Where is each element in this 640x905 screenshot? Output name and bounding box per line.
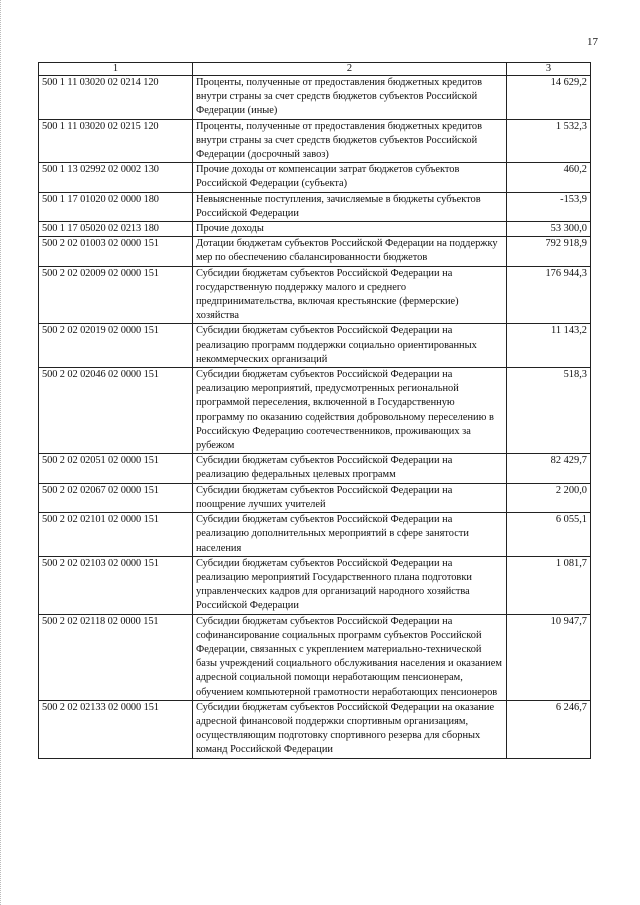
table-row: [39, 454, 591, 483]
amount-cell: 176 944,3: [507, 266, 591, 324]
amount-cell: 11 143,2: [507, 324, 591, 368]
table-row: [39, 513, 591, 557]
table-row: [39, 483, 591, 512]
amount-cell: 518,3: [507, 368, 591, 454]
description-cell: Субсидии бюджетам субъектов Российской Федерации на оказание адресной финансовой поддержки спортивным организациям, осуществляющим подготовку спортивного резерва для сборных команд Российской Федерации: [193, 700, 507, 758]
table-row: [39, 556, 591, 614]
budget-code-cell: 500 2 02 02133 02 0000 151: [39, 700, 193, 758]
description-cell: Субсидии бюджетам субъектов Российской Федерации на реализацию мероприятий Государственного плана подготовки управленческих кадров для организаций народного хозяйства Российской Федерации: [193, 556, 507, 614]
amount-cell: 82 429,7: [507, 454, 591, 483]
budget-code-cell: 500 2 02 02103 02 0000 151: [39, 556, 193, 614]
header-col-3: 3: [507, 63, 591, 76]
amount-cell: 792 918,9: [507, 237, 591, 266]
table-row: [39, 163, 591, 192]
table-row: [39, 119, 591, 163]
table-row: [39, 237, 591, 266]
budget-code-cell: 500 1 13 02992 02 0002 130: [39, 163, 193, 192]
description-cell: Прочие доходы от компенсации затрат бюджетов субъектов Российской Федерации (субъекта): [193, 163, 507, 192]
budget-code-cell: 500 2 02 02009 02 0000 151: [39, 266, 193, 324]
budget-code-cell: 500 1 11 03020 02 0215 120: [39, 119, 193, 163]
table-row: [39, 368, 591, 454]
budget-code-cell: 500 2 02 02046 02 0000 151: [39, 368, 193, 454]
budget-code-cell: 500 1 17 01020 02 0000 180: [39, 192, 193, 221]
description-cell: Субсидии бюджетам субъектов Российской Федерации на реализацию программ поддержки социально ориентированных некоммерческих организаций: [193, 324, 507, 368]
budget-code-cell: 500 2 02 01003 02 0000 151: [39, 237, 193, 266]
table-row: [39, 324, 591, 368]
budget-code-cell: 500 2 02 02019 02 0000 151: [39, 324, 193, 368]
description-cell: Субсидии бюджетам субъектов Российской Федерации на поощрение лучших учителей: [193, 483, 507, 512]
budget-code-cell: 500 2 02 02118 02 0000 151: [39, 614, 193, 700]
scan-edge-marks: [0, 0, 4, 905]
amount-cell: -153,9: [507, 192, 591, 221]
budget-code-cell: 500 1 11 03020 02 0214 120: [39, 76, 193, 120]
description-cell: Прочие доходы: [193, 222, 507, 237]
description-cell: Субсидии бюджетам субъектов Российской Федерации на софинансирование социальных программ субъектов Российской Федерации, связанных с укреплением материально-технической базы учреждений социального обслуживания населения и оказанием адресной социальной помощи неработающим пенсионерам, обучением компьютерной грамотности неработающих пенсионеров: [193, 614, 507, 700]
table-row: [39, 266, 591, 324]
amount-cell: 2 200,0: [507, 483, 591, 512]
description-cell: Дотации бюджетам субъектов Российской Федерации на поддержку мер по обеспечению сбалансированности бюджетов: [193, 237, 507, 266]
amount-cell: 53 300,0: [507, 222, 591, 237]
amount-cell: 10 947,7: [507, 614, 591, 700]
description-cell: Субсидии бюджетам субъектов Российской Федерации на реализацию мероприятий, предусмотренных региональной программой переселения, включенной в Государственную программу по оказанию содействия добровольному переселению в Российскую Федерацию соотечественников, проживающих за рубежом: [193, 368, 507, 454]
table-row: [39, 700, 591, 758]
description-cell: Субсидии бюджетам субъектов Российской Федерации на государственную поддержку малого и среднего предпринимательства, включая крестьянские (фермерские) хозяйства: [193, 266, 507, 324]
amount-cell: 6 246,7: [507, 700, 591, 758]
description-cell: Проценты, полученные от предоставления бюджетных кредитов внутри страны за счет средств бюджетов субъектов Российской Федерации (иные): [193, 76, 507, 120]
description-cell: Проценты, полученные от предоставления бюджетных кредитов внутри страны за счет средств бюджетов субъектов Российской Федерации (досрочный завоз): [193, 119, 507, 163]
budget-code-cell: 500 2 02 02101 02 0000 151: [39, 513, 193, 557]
table-row: [39, 614, 591, 700]
page-number: 17: [587, 36, 598, 48]
revenue-table: [38, 62, 591, 759]
header-col-1: 1: [39, 63, 193, 76]
amount-cell: 14 629,2: [507, 76, 591, 120]
budget-code-cell: 500 1 17 05020 02 0213 180: [39, 222, 193, 237]
amount-cell: 6 055,1: [507, 513, 591, 557]
table-row: [39, 76, 591, 120]
amount-cell: 460,2: [507, 163, 591, 192]
table-body: [39, 76, 591, 759]
amount-cell: 1 532,3: [507, 119, 591, 163]
description-cell: Субсидии бюджетам субъектов Российской Федерации на реализацию дополнительных мероприятий в сфере занятости населения: [193, 513, 507, 557]
description-cell: Субсидии бюджетам субъектов Российской Федерации на реализацию федеральных целевых программ: [193, 454, 507, 483]
amount-cell: 1 081,7: [507, 556, 591, 614]
budget-code-cell: 500 2 02 02067 02 0000 151: [39, 483, 193, 512]
table-row: [39, 222, 591, 237]
header-row: [39, 63, 591, 76]
header-col-2: 2: [193, 63, 507, 76]
table-row: [39, 192, 591, 221]
description-cell: Невыясненные поступления, зачисляемые в бюджеты субъектов Российской Федерации: [193, 192, 507, 221]
budget-code-cell: 500 2 02 02051 02 0000 151: [39, 454, 193, 483]
